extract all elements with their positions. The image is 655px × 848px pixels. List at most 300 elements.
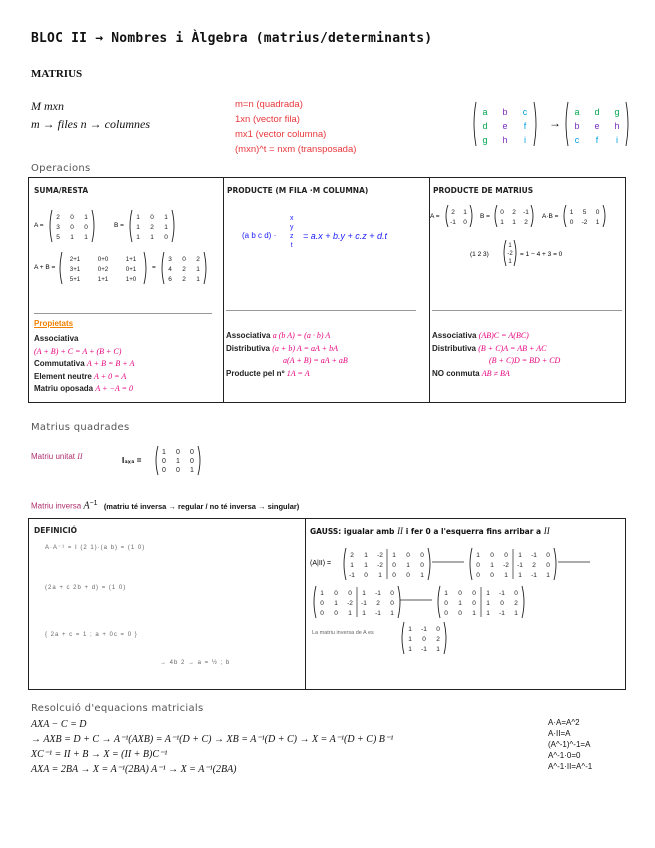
matrix-entry: -1	[499, 610, 505, 617]
bracket-right	[428, 548, 430, 580]
matrix-entry: 2	[532, 562, 536, 569]
bracket-left	[470, 548, 472, 580]
bracket-left	[344, 548, 346, 580]
matrix-entry: 0	[476, 562, 480, 569]
matrix-entry: 1	[408, 646, 412, 653]
type-quadrada: m=n (quadrada)	[235, 99, 303, 110]
matrix-entry: 0	[320, 610, 324, 617]
matrius-heading: MATRIUS	[31, 68, 83, 80]
matrix-entry: 0	[500, 209, 504, 216]
transpose-illustration	[470, 98, 630, 146]
bracket-right	[522, 586, 524, 618]
gauss-matrix-3	[438, 586, 524, 618]
gauss-matrix-2b	[314, 586, 400, 618]
definicio-title: DEFINICIÓ	[34, 526, 78, 535]
matrix-entry: 2	[150, 224, 154, 231]
matrix-entry: -1	[375, 590, 381, 597]
inversa-label	[31, 500, 299, 512]
quadrades-heading: Matrius quadrades	[31, 422, 130, 433]
gauss-title-text: GAUSS: igualar amb	[310, 527, 395, 536]
matrix-entry: 2	[182, 266, 186, 273]
matrix-pm-AB	[564, 205, 605, 227]
definicio-step4: → 4b 2 → a = ½ ; b	[160, 660, 231, 666]
matrix-entry: 1	[406, 562, 410, 569]
matrix-types	[235, 97, 356, 157]
gauss-matrix-2	[470, 548, 556, 580]
matrix-entry: 1	[70, 234, 74, 241]
gauss-title-sym: II	[397, 526, 404, 536]
gauss-title-end: II	[543, 526, 550, 536]
matrix-entry: 1	[408, 626, 412, 633]
matrix-entry: -1	[421, 646, 427, 653]
matrix-entry: 1	[486, 610, 490, 617]
matrix-entry: 1	[518, 572, 522, 579]
matrix-entry: 1	[364, 552, 368, 559]
bracket-left	[162, 252, 164, 284]
matrix-entry: 1	[334, 600, 338, 607]
unitat-symbol: II	[77, 452, 83, 461]
matrix-entry: 0	[444, 610, 448, 617]
matrix-entry: 0	[514, 590, 518, 597]
bracket-left	[504, 240, 506, 266]
matrix-B	[130, 210, 174, 242]
matrix-entry: 0	[176, 449, 180, 456]
matrix-entry: a	[482, 107, 488, 117]
matrix-entry: -1	[375, 610, 381, 617]
matrix-entry: 0+0	[97, 256, 109, 263]
matrix-entry: 0	[406, 572, 410, 579]
pm-B-label: B =	[480, 213, 490, 220]
matrix-entry: 1+0	[125, 276, 137, 283]
transpose-arrow: →	[549, 116, 561, 130]
matrix-entry: 1	[136, 214, 140, 221]
bracket-left	[50, 210, 52, 242]
pm-example-result: = 1 − 4 + 3 = 0	[520, 251, 563, 258]
matrix-entry: 1	[136, 224, 140, 231]
producte-divider	[226, 310, 416, 311]
bracket-left	[60, 252, 62, 284]
prop-name: Matriu oposada	[34, 384, 94, 393]
matrix-entry: 4	[168, 266, 172, 273]
matrix-entry: 1	[436, 646, 440, 653]
definicio-step1: A·A⁻¹ = I (2 1)·(a b) = (1 0)	[45, 545, 146, 551]
matrix-entry: 0+1	[125, 266, 137, 273]
matrix-entry: 0	[84, 224, 88, 231]
col-x: x	[290, 215, 294, 222]
matrix-entry: 0	[364, 572, 368, 579]
matrix-entry: e	[502, 121, 508, 131]
prop-formula: A + −A = 0	[95, 384, 134, 393]
matrix-entry: 0	[472, 590, 476, 597]
prop-formula: AB ≠ BA	[481, 368, 510, 378]
matrix-entry: 1	[458, 600, 462, 607]
prop-formula: (a + b) A = aA + bA	[272, 343, 338, 353]
matrix-entry: 1	[348, 610, 352, 617]
bracket-left	[438, 586, 440, 618]
matrix-entry: 1	[136, 234, 140, 241]
matrix-entry: 0	[70, 224, 74, 231]
matrix-entry: d	[482, 121, 488, 131]
matrix-entry: 3	[56, 224, 60, 231]
matrix-entry: 0	[436, 626, 440, 633]
definicio-step3: { 2a + c = 1 ; a + 0c = 0 }	[45, 632, 138, 638]
matrix-entry: 1+1	[125, 256, 137, 263]
matrix-entry: 1	[392, 552, 396, 559]
matrix-entry: 1	[504, 572, 508, 579]
matrix-entry: -2	[347, 600, 353, 607]
matrix-entry: 1	[362, 610, 366, 617]
operacions-heading: Operacions	[31, 163, 91, 174]
bracket-right	[534, 102, 536, 146]
matrix-entry: c	[522, 107, 528, 117]
matrix-pm-B	[495, 205, 533, 227]
matrix-entry: 2+1	[69, 256, 81, 263]
matrix-entry: 1	[512, 219, 516, 226]
matrix-entry: 1	[190, 467, 194, 474]
matrix-entry: 2	[436, 636, 440, 643]
matrix-entry: -2	[377, 552, 383, 559]
matrix-entry: -1	[517, 562, 523, 569]
matrix-entry: 1	[508, 259, 512, 265]
inversa-exp: −1	[89, 500, 98, 507]
matrix-entry: 1	[420, 572, 424, 579]
bracket-right	[514, 240, 516, 266]
prop-name: Producte pel nº	[226, 368, 285, 378]
prop-name: Element neutre	[34, 371, 92, 381]
matrix-entry: 1	[595, 219, 600, 226]
producte-result: = a.x + b.y + c.z + d.t	[303, 231, 388, 241]
matrix-entry: 0	[190, 458, 194, 465]
gauss-result-label: La matriu inversa de A es	[312, 630, 374, 636]
matrix-entry: f	[595, 135, 599, 145]
matrix-entry: 0	[390, 600, 394, 607]
matrix-entry: -1	[421, 626, 427, 633]
matrix-entry: 0	[70, 214, 74, 221]
transpose-left-matrix	[474, 102, 536, 146]
bracket-left	[314, 586, 316, 618]
prop-formula: (AB)C = A(BC)	[478, 331, 529, 340]
matrix-pm-col	[504, 240, 516, 266]
matrix-entry: 1	[514, 610, 518, 617]
matrix-entry: e	[594, 121, 600, 131]
matrix-entry: -1	[523, 209, 529, 216]
matrix-entry: h	[614, 121, 620, 131]
bracket-right	[444, 622, 446, 654]
suma-props	[34, 333, 134, 396]
matrix-entry: 1	[508, 243, 512, 249]
page-title: BLOC II → Nombres i Àlgebra (matrius/determinants)	[31, 31, 433, 46]
side-note: A^-1·0=0	[548, 751, 581, 760]
side-note: A·II=A	[548, 729, 571, 738]
matrix-entry: 2	[514, 600, 518, 607]
prop-formula: (B + C)D = BD + CD	[489, 356, 561, 365]
matrix-entry: 0	[490, 552, 494, 559]
matrix-entry: 1	[350, 562, 354, 569]
bracket-right	[198, 446, 200, 475]
pm-example-row: (1 2 3)	[470, 251, 489, 258]
matrix-entry: -1	[531, 552, 537, 559]
gauss-matrix-1	[344, 548, 430, 580]
matrix-entry: 0	[162, 467, 166, 474]
pm-AB-label: A·B =	[542, 213, 559, 220]
matrix-entry: 1	[378, 572, 382, 579]
matrix-entry: 0	[490, 572, 494, 579]
matrix-entry: 0	[546, 552, 550, 559]
matrix-entry: 0	[472, 600, 476, 607]
bracket-right	[554, 548, 556, 580]
suma-example	[32, 200, 218, 292]
inversa-note: (matriu té inversa → regular / no té inversa → singular)	[103, 501, 300, 511]
matrix-entry: 3	[168, 256, 172, 263]
producte-props	[226, 330, 348, 380]
matrix-entry: 5+1	[69, 276, 81, 283]
bracket-right	[603, 205, 605, 227]
matrix-entry: 0	[420, 562, 424, 569]
matrix-entry: 0	[444, 600, 448, 607]
matrix-entry: 0	[164, 234, 168, 241]
matrix-entry: 0	[334, 610, 338, 617]
matrix-entry: 5	[56, 234, 60, 241]
matrix-pm-A	[446, 205, 472, 227]
definicio-step2: (2a + c 2b + d) = (1 0)	[45, 585, 127, 591]
matrix-entry: 2	[451, 209, 455, 216]
unitat-label	[31, 452, 83, 461]
bracket-right	[531, 205, 533, 227]
gauss-result-matrix	[402, 622, 446, 654]
matrix-entry: g	[482, 135, 488, 145]
matrix-entry: 0	[390, 590, 394, 597]
notation-line2: m → files n → columnes	[31, 117, 150, 131]
bracket-left	[402, 622, 404, 654]
matrix-entry: -1	[361, 600, 367, 607]
matrix-entry: 0+2	[97, 266, 109, 273]
col-z: z	[290, 233, 294, 240]
matrix-entry: 0	[392, 572, 396, 579]
prop-name: NO conmuta	[432, 368, 480, 378]
matrix-entry: i	[524, 135, 526, 145]
matrix-entry: 0	[182, 256, 186, 263]
prop-name: Associativa	[432, 331, 477, 340]
matrix-entry: 1	[444, 590, 448, 597]
matrix-entry: g	[614, 107, 620, 117]
propietats-label: Propietats	[34, 319, 74, 328]
matrix-entry: 1	[569, 209, 574, 216]
matrix-entry: 5	[582, 209, 587, 216]
prop-formula: 1A = A	[286, 368, 310, 378]
matrix-entry: 3+1	[69, 266, 81, 273]
matrix-A	[50, 210, 94, 242]
matrix-entry: 1	[164, 224, 168, 231]
side-note: A·A=A^2	[548, 718, 580, 727]
prop-name: Commutativa	[34, 359, 85, 368]
pm-props	[432, 330, 560, 380]
prop-formula: (A + B) + C = A + (B + C)	[34, 346, 122, 356]
prop-name: Distributiva	[432, 343, 477, 353]
matrix-entry: 1	[196, 276, 200, 283]
matrix-entry: 0	[348, 590, 352, 597]
matrix-entry: -1	[349, 572, 355, 579]
type-vector-columna: mx1 (vector columna)	[235, 129, 327, 140]
equacions-heading: Resolcuió d'equacions matricials	[31, 703, 204, 714]
matrix-entry: -1	[499, 590, 505, 597]
matrix-entry: 2	[56, 214, 60, 221]
notation-line1: M mxn	[31, 99, 64, 113]
inversa-text: Matriu inversa	[31, 501, 82, 511]
matrix-entry: b	[574, 121, 580, 131]
suma-divider	[34, 313, 212, 314]
matrix-entry: 1	[362, 590, 366, 597]
matrix-entry: 0	[476, 572, 480, 579]
matrix-entry: 0	[463, 219, 467, 226]
prop-name: Associativa	[34, 334, 79, 343]
matrix-entry: 1	[164, 214, 168, 221]
producte-matrius-example	[430, 200, 624, 270]
matrix-entry: 0	[420, 552, 424, 559]
matrix-entry: 0	[546, 562, 550, 569]
bracket-right	[398, 586, 400, 618]
matrix-entry: 0	[150, 214, 154, 221]
matrix-entry: 2	[512, 209, 516, 216]
matrix-entry: 1	[408, 636, 412, 643]
producte-col	[290, 214, 294, 250]
producte-matrius-title: PRODUCTE DE MATRIUS	[433, 186, 534, 195]
equacio-line-4: AXA = 2BA → X = A⁻¹(2BA) A⁻¹ → X = A⁻¹(2BA)	[31, 764, 237, 775]
matrix-identity	[156, 446, 200, 475]
gauss-title-rest: i fer 0 a l'esquerra fins arribar a	[405, 527, 542, 536]
type-transposada: (mxn)^t = nxm (transposada)	[235, 144, 357, 155]
matrix-entry: 0	[458, 590, 462, 597]
matrix-entry: 1	[486, 590, 490, 597]
matrix-entry: 2	[376, 600, 380, 607]
equacio-line-1: AXA − C = D	[31, 719, 87, 730]
bracket-left	[446, 205, 448, 227]
side-note: A^-1·II=A^-1	[548, 762, 593, 771]
matrix-entry: 1	[476, 552, 480, 559]
bracket-left	[130, 210, 132, 242]
matrix-entry: 1	[472, 610, 476, 617]
prop-formula: A + B = B + A	[86, 359, 135, 368]
matrix-entry: -1	[531, 572, 537, 579]
bracket-right	[144, 252, 146, 284]
gauss-steps	[308, 538, 624, 686]
matrix-entry: 1	[518, 552, 522, 559]
identity-matrix	[122, 444, 212, 476]
matrix-entry: 1	[364, 562, 368, 569]
equacio-line-3: XC⁻¹ = II + B → X = (II + B)C⁻¹	[31, 749, 168, 760]
matrix-sum-result	[162, 252, 206, 284]
inversa-symbol: A	[83, 500, 90, 512]
matrix-entry: 0	[595, 209, 600, 216]
producte-row: (a b c d) ·	[242, 231, 277, 240]
matrix-entry: c	[574, 135, 580, 145]
bracket-right	[172, 210, 174, 242]
type-vector-fila: 1xn (vector fila)	[235, 114, 300, 125]
bracket-left	[495, 205, 497, 227]
matrix-entry: 1	[546, 572, 550, 579]
bracket-right	[626, 102, 628, 146]
unitat-text: Matriu unitat	[31, 452, 76, 461]
gauss-title	[310, 526, 550, 536]
bracket-right	[92, 210, 94, 242]
producte-title: PRODUCTE (M FILA ·M COLUMNA)	[227, 186, 369, 195]
suma-resta-title: SUMA/RESTA	[34, 186, 89, 195]
bracket-left	[566, 102, 568, 146]
matrix-entry: 0	[162, 458, 166, 465]
matrix-entry: 1	[490, 562, 494, 569]
matrix-entry: h	[502, 135, 508, 145]
suma-equals: =	[152, 264, 156, 271]
prop-formula: a (b A) = (a · b) A	[272, 331, 331, 340]
matrix-entry: 0	[320, 600, 324, 607]
matrix-entry: -2	[507, 251, 513, 257]
equacions-lines	[31, 717, 393, 777]
matrix-entry: 0	[422, 636, 426, 643]
matrix-entry: 1	[84, 234, 88, 241]
bracket-right	[204, 252, 206, 284]
identity-label: I₃ₓ₃ =	[122, 456, 142, 465]
matrix-entry: 0	[458, 610, 462, 617]
matrix-entry: 1	[390, 610, 394, 617]
matrix-entry: 1	[84, 214, 88, 221]
matrix-entry: a	[574, 107, 580, 117]
prop-name: Distributiva	[226, 343, 271, 353]
matrix-entry: 0	[392, 562, 396, 569]
matrix-entry: 0	[504, 552, 508, 559]
side-note: (A^-1)^-1=A	[548, 740, 591, 749]
matrix-entry: -2	[377, 562, 383, 569]
matrix-entry: 0	[569, 219, 574, 226]
matrix-abc	[474, 102, 536, 146]
matrix-entry: 1	[320, 590, 324, 597]
matrix-sum-expr	[60, 252, 146, 284]
matrix-entry: 6	[168, 276, 172, 283]
transpose-right-matrix	[566, 102, 628, 146]
matrix-entry: 1	[500, 219, 504, 226]
col-t: t	[290, 242, 293, 249]
matrix-entry: 1	[463, 209, 467, 216]
matrix-entry: 1+1	[97, 276, 109, 283]
suma-sum-label: A + B =	[34, 264, 56, 271]
equacio-line-2: → AXB = D + C → A⁻¹(AXB) = A⁻¹(D + C) → XB = A⁻¹(D + C) → X = A⁻¹(D + C) B⁻¹	[31, 734, 394, 745]
matrix-entry: -1	[450, 219, 456, 226]
pm-divider	[432, 310, 622, 311]
matrix-transposed	[566, 102, 628, 146]
matrix-entry: 0	[334, 590, 338, 597]
matrix-entry: 1	[196, 266, 200, 273]
matrix-entry: 0	[176, 467, 180, 474]
matrix-entry: d	[594, 107, 600, 117]
matrix-entry: 2	[524, 219, 528, 226]
bracket-left	[564, 205, 566, 227]
bracket-left	[156, 446, 158, 475]
prop-name: Associativa	[226, 331, 271, 340]
bracket-left	[474, 102, 476, 146]
side-notes	[548, 717, 592, 772]
matrix-entry: -2	[581, 219, 588, 226]
matrix-entry: b	[502, 107, 508, 117]
matrix-entry: 2	[196, 256, 200, 263]
matrix-entry: 1	[486, 600, 490, 607]
matrix-entry: 1	[176, 458, 180, 465]
matrix-entry: 0	[406, 552, 410, 559]
matrix-entry: 0	[500, 600, 504, 607]
prop-formula: a(A + B) = aA + aB	[283, 356, 348, 365]
matrix-entry: 1	[150, 234, 154, 241]
matrix-entry: 2	[182, 276, 186, 283]
bracket-right	[470, 205, 472, 227]
prop-formula: A + 0 = A	[94, 371, 127, 381]
matrix-entry: 2	[350, 552, 354, 559]
